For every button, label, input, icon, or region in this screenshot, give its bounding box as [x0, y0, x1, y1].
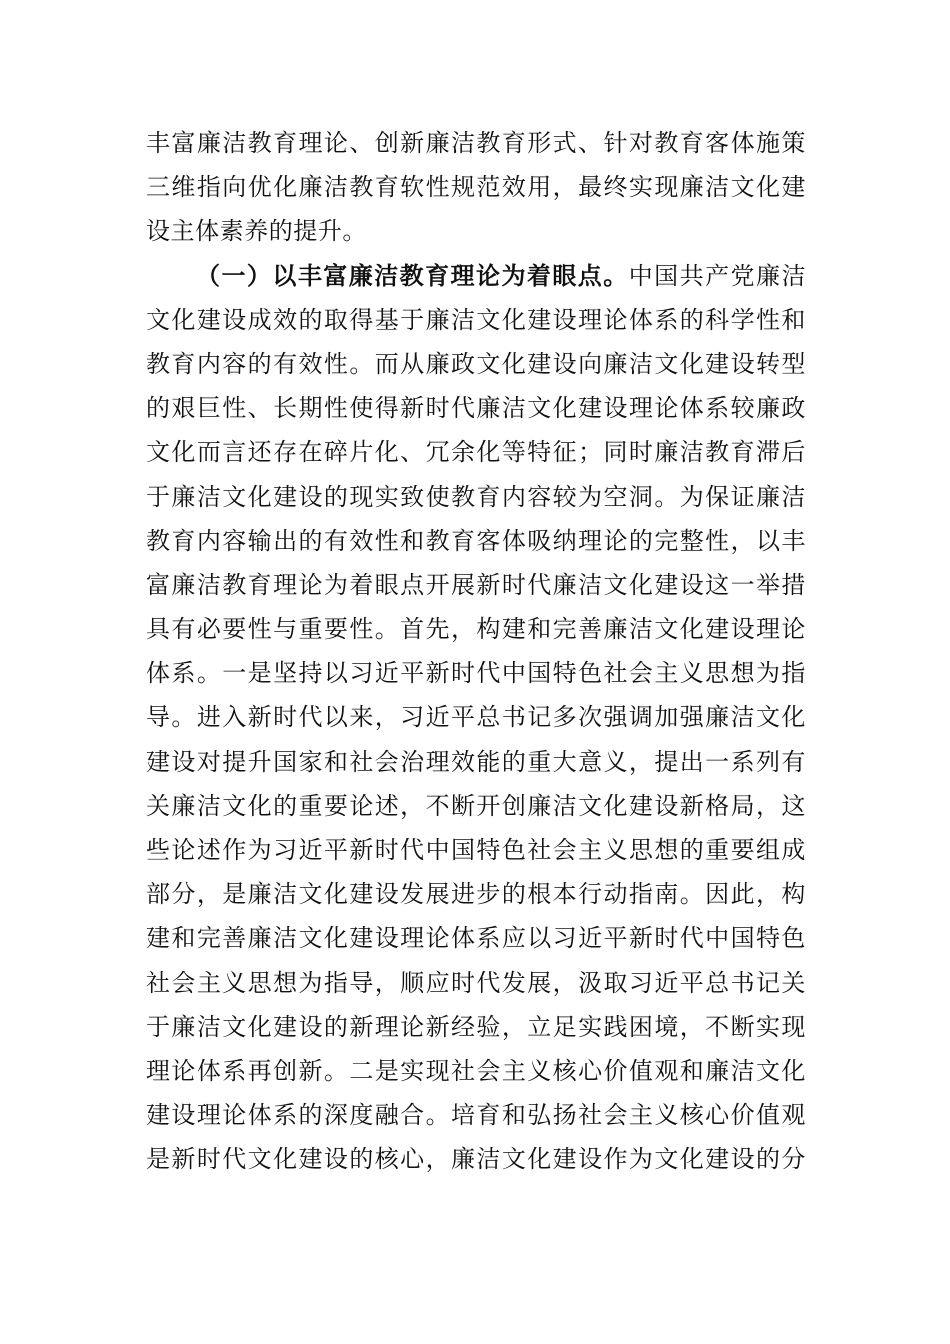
paragraph-2-line-15: 部分，是廉洁文化建设发展进步的根本行动指南。因此，构 [146, 880, 806, 909]
paragraph-2-line-20: 建设理论体系的深度融合。培育和弘扬社会主义核心价值观 [146, 1101, 806, 1130]
paragraph-2-line-3: 教育内容的有效性。而从廉政文化建设向廉洁文化建设转型 [146, 349, 806, 378]
paragraph-2-line-21: 是新时代文化建设的核心，廉洁文化建设作为文化建设的分 [146, 1145, 806, 1174]
paragraph-2-line-7: 教育内容输出的有效性和教育客体吸纳理论的完整性，以丰 [146, 526, 806, 555]
paragraph-2-first-line-text: 中国共产党廉洁 [628, 261, 806, 290]
paragraph-2-line-4: 的艰巨性、长期性使得新时代廉洁文化建设理论体系较廉政 [146, 394, 806, 423]
section-heading: （一）以丰富廉洁教育理论为着眼点。 [196, 260, 629, 290]
paragraph-1-line-3: 设主体素养的提升。 [146, 217, 367, 246]
paragraph-2-line-2: 文化建设成效的取得基于廉洁文化建设理论体系的科学性和 [146, 305, 806, 334]
paragraph-2-line-17: 社会主义思想为指导，顺应时代发展，汲取习近平总书记关 [146, 968, 806, 997]
paragraph-2-line-13: 关廉洁文化的重要论述，不断开创廉洁文化建设新格局，这 [146, 791, 806, 820]
paragraph-2-first-line [146, 254, 806, 298]
paragraph-1-line-1: 丰富廉洁教育理论、创新廉洁教育形式、针对教育客体施策 [146, 129, 806, 157]
paragraph-2-line-19: 理论体系再创新。二是实现社会主义核心价值观和廉洁文化 [146, 1056, 806, 1085]
paragraph-2-line-18: 于廉洁文化建设的新理论新经验，立足实践困境，不断实现 [146, 1012, 806, 1041]
paragraph-2-line-16: 建和完善廉洁文化建设理论体系应以习近平新时代中国特色 [146, 924, 806, 953]
paragraph-2-line-14: 些论述作为习近平新时代中国特色社会主义思想的重要组成 [146, 836, 806, 864]
paragraph-2-line-5: 文化而言还存在碎片化、冗余化等特征；同时廉洁教育滞后 [146, 438, 806, 467]
paragraph-2-line-12: 建设对提升国家和社会治理效能的重大意义，提出一系列有 [146, 747, 806, 776]
body-text [146, 121, 806, 1182]
paragraph-1-line-2: 三维指向优化廉洁教育软性规范效用，最终实现廉洁文化建 [146, 173, 806, 202]
paragraph-2-line-6: 于廉洁文化建设的现实致使教育内容较为空洞。为保证廉洁 [146, 482, 806, 511]
paragraph-2-line-9: 具有必要性与重要性。首先，构建和完善廉洁文化建设理论 [146, 615, 806, 644]
paragraph-2-line-11: 导。进入新时代以来，习近平总书记多次强调加强廉洁文化 [146, 703, 806, 732]
paragraph-2-line-10: 体系。一是坚持以习近平新时代中国特色社会主义思想为指 [146, 659, 806, 688]
paragraph-2-line-8: 富廉洁教育理论为着眼点开展新时代廉洁文化建设这一举措 [146, 570, 806, 599]
